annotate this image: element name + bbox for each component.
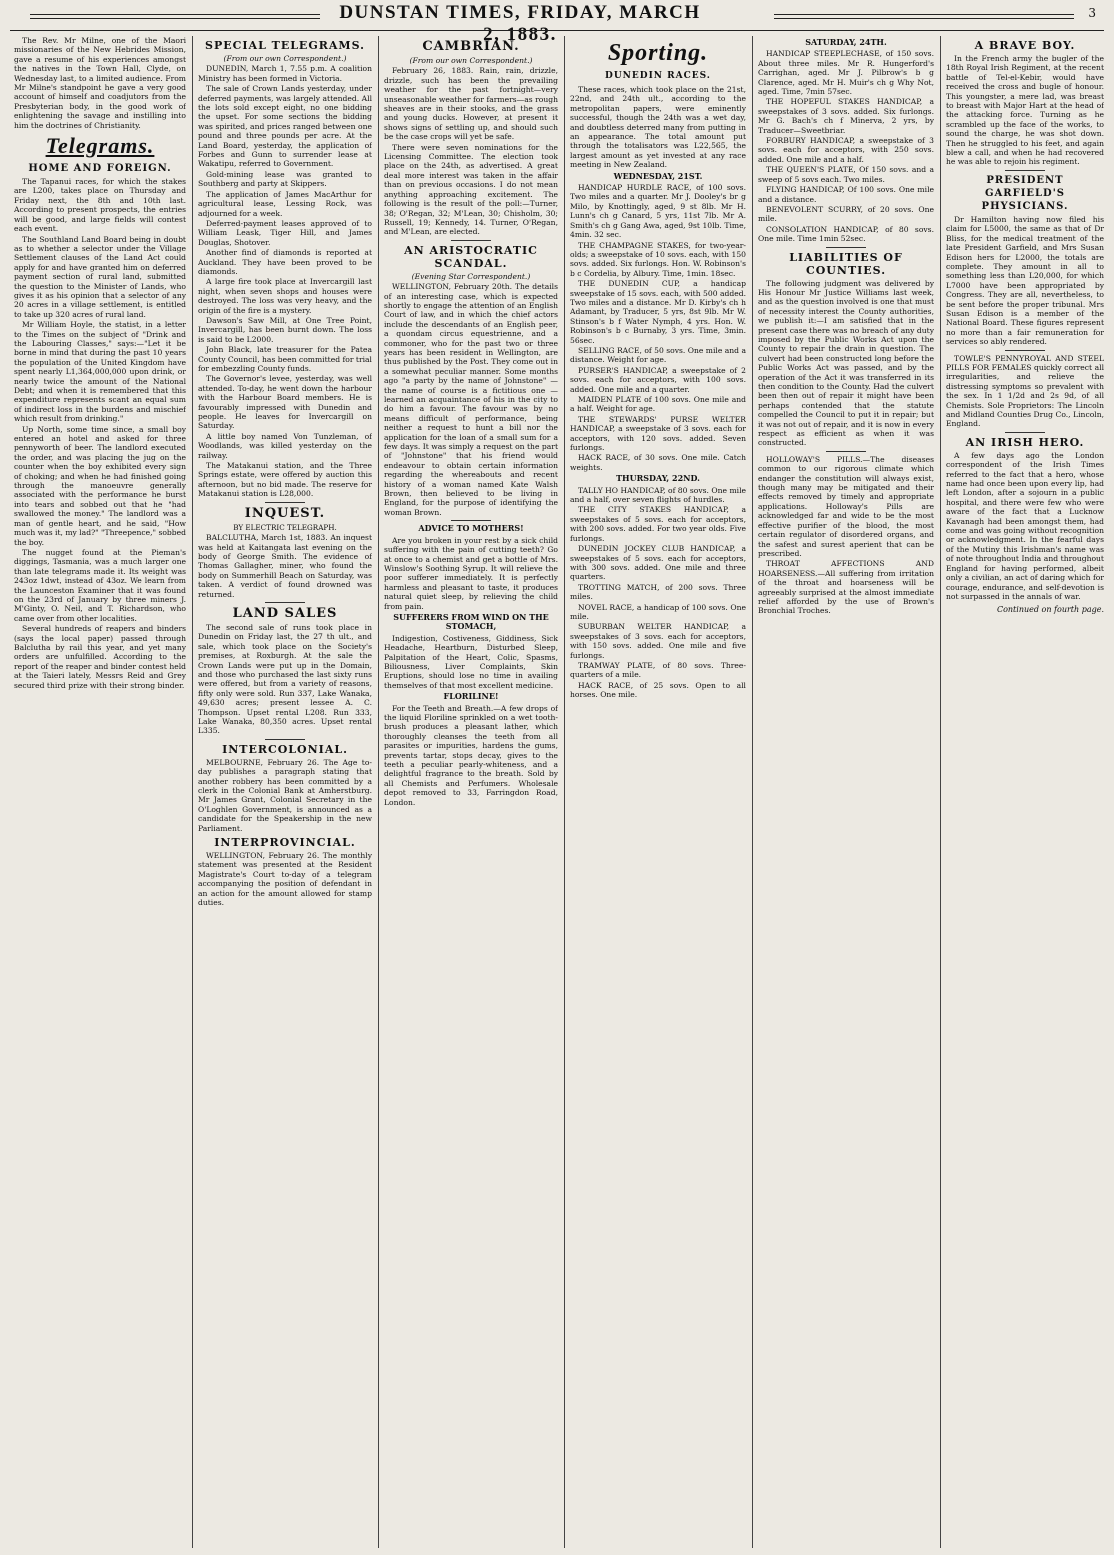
article-text: MELBOURNE, February 26. The Age to-day publishes a paragraph stating that another robbery has been committed by a clerk in the Colonial Bank at Amherstburg. Mr James Grant, Colonial Secretary in the O'Loghlen Government, is announced as a candidate for the Speakership in the new Parliament. [198,757,372,833]
advert-text: For the Teeth and Breath.—A few drops of the liquid Floriline sprinkled on a wet tooth-brush produces a pleasant lather, which thoroughly cleanses the teeth from all parasites or impurities, hardens the gums, prevents tartar, stops decay, gives to the teeth a peculiar pearly-whiteness, and a delightful fragrance to the breath. Sold by all Chemists and Perfumers. Wholesale depot removed to 33, Farringdon Road, London. [384,703,558,807]
column-5 [758,36,934,1548]
article-text: WELLINGTON, February 26. The monthly statement was presented at the Resident Magistrate's Court to-day of a telegram accompanying the position of defendant in an action for the amount allowed for stamp duties. [198,851,372,908]
section-heading-brave-boy: A BRAVE BOY. [974,39,1076,52]
advert-heading: ADVICE TO MOTHERS! [418,523,524,534]
article-text: Dawson's Saw Mill, at One Tree Point, Invercargill, has been burnt down. The loss is said to be L2000. [198,315,372,344]
masthead-rule [10,30,1104,31]
race-result: TROTTING MATCH, of 200 sovs. Three miles. [570,582,746,602]
article-text: A large fire took place at Invercargill last night, when seven shops and houses were destroyed. The loss was very heavy, and the origin of the fire is a mystery. [198,277,372,315]
article-text: WELLINGTON, February 20th. The details of an interesting case, which is expected shortly to engage the attention of an English Court of law, and in which the chief actors include the descendants of an English peer, a quondam circus equestrienne, and a commoner, who for the past two or three years has been resident in Wellington, are thus published by the Post. They come out in a somewhat peculiar manner. Some months ago "a party by the name of Johnstone" — the name of course is a fictitious one — learned an acquaintance of his in the city to do him a favour. The favour was by no means difficult of performance, being neither a request to hunt a bill nor the application for the loan of a small sum for a few days. It was simply a request on the part of "Johnstone" that his friend would endeavour to obtain certain information regarding the whereabouts and recent history of a woman named Kate Walsh Brown, then believed to be living in England, for the purpose of identifying the woman Brown. [384,282,558,517]
article-text: A little boy named Von Tunzleman, of Woodlands, was killed yesterday on the railway. [198,431,372,460]
divider [265,602,305,603]
race-result: THE CITY STAKES HANDICAP, a sweepstakes of 5 sovs. each for acceptors, with 200 sovs. added. For two year olds. Five furlongs. [570,505,746,543]
masthead-title: DUNSTAN TIMES, FRIDAY, MARCH 2, 1883. [339,2,701,45]
race-result: FORBURY HANDICAP, a sweepstake of 3 sovs. each for acceptors, with 250 sovs. added. One mile and a half. [758,136,934,164]
article-text: These races, which took place on the 21st, 22nd, and 24th ult., according to the metropolitan papers, were eminently successful, though the 24th was a wet day, and doubtless deterred many from putting in an appearance. The total amount put through the totalisators was L22,565, the largest amount as yet invested at any race meeting in New Zealand. [570,85,746,170]
column-divider [192,36,193,1548]
masthead-rule-right [774,14,1074,19]
section-heading-garfield: PRESIDENT GARFIELD'S PHYSICIANS. [981,174,1069,212]
section-heading-telegrams: Telegrams. [45,133,155,159]
race-result: THE CHAMPAGNE STAKES, for two-year-olds; a sweepstake of 10 sovs. each, with 150 sovs. added. Six furlongs. Hon. W. Robinson's b c Cordelia, by Albury. Time, 1min. 18sec. [570,240,746,278]
column-6 [946,36,1104,1548]
divider [1005,170,1045,171]
divider [265,739,305,740]
divider [1005,432,1045,433]
article-text: The second sale of runs took place in Dunedin on Friday last, the 27 th ult., and sale, which took place on the Society's premises, at Roxburgh. At the sale the Crown Lands were put up in the Domain, and those who purchased the last sixty runs were offered, but from a variety of reasons, fifty only were sold. Run 337, Lake Wanaka, 49,630 acres; present lessee A. C. Thompson. Upset rental L208. Run 333, Lake Wanaka, 80,350 acres. Upset rental L335. [198,622,372,736]
divider [826,247,866,248]
divider [826,451,866,452]
race-day-heading: THURSDAY, 22ND. [616,473,700,484]
race-result: HACK RACE, of 30 sovs. One mile. Catch weights. [570,453,746,472]
column-divider [940,36,941,1548]
race-result: TRAMWAY PLATE, of 80 sovs. Three-quarters of a mile. [570,660,746,680]
race-result: NOVEL RACE, a handicap of 100 sovs. One mile. [570,602,746,621]
race-result: CONSOLATION HANDICAP, of 80 sovs. One mile. Time 1min 52sec. [758,224,934,244]
article-text: The Governor's levee, yesterday, was well attended. To-day, he went down the harbour with the Harbour Board members. He is favourably impressed with Dunedin and people. He leaves for Invercargill on Saturday. [198,374,372,431]
section-heading-intercolonial: INTERCOLONIAL. [222,742,348,756]
article-text: A few days ago the London correspondent of the Irish Times referred to the fact that a hero, whose name had once been upon every lip, had left London, after a sojourn in a public hospital, and there were few who were aware of the fact that a Lucknow Kavanagh had been amongst them, had come and was going without recognition or acknowledgment. In the fearful days of the Mutiny this Irishman's name was of note throughout India and throughout England for having performed, albeit only a civilian, an act of daring which for courage, endurance, and self-devotion is not surpassed in the annals of war. [946,450,1104,601]
race-result: THE STEWARDS' PURSE WELTER HANDICAP, a sweepstake of 3 sovs. each for acceptors, with 120 sovs. added. Seven furlongs. [570,414,746,453]
race-result: HANDICAP STEEPLECHASE, of 150 sovs. About three miles. Mr R. Hungerford's Carrighan, aged. Mr J. Pilbrow's b g Clarence, aged. Mr H. Muir's ch g Why Not, aged. Time, 7min 57sec. [758,49,934,97]
article-text: In the French army the bugler of the 18th Royal Irish Regiment, at the recent battle of Tel-el-Kebir, would have received the cross and bugle of honour. This youngster, a mere lad, was breast to breast with Major Hart at the head of the attacking force. Turning as he scrambled up the face of the works, to sound the charge, he was shot down. Then he struggled to his feet, and again blew a call, and when he had recovered he was able to rejoin his regiment. [946,54,1104,167]
article-text: The Southland Land Board being in doubt as to whether a selector under the Village Settlement clauses of the Land Act could apply for and have granted him on deferred payment section of rural land, submitted the question to the Minister of Lands, who gives it as his opinion that a selector of any 20 acres in a village settlement, is entitled to take up 320 acres of rural land. [14,234,186,319]
divider [1005,350,1045,351]
column-divider [378,36,379,1548]
article-text: The sale of Crown Lands yesterday, under deferred payments, was largely attended. All the lots sold except eight, no one bidding the upset. For some sections the bidding was spirited, and prices ranged between one pound and three pounds per acre. At the Land Board, yesterday, the application of Forbes and Gunn to surrender lease at Wakatipu, referred to Government. [198,84,372,169]
divider [265,502,305,503]
column-divider [752,36,753,1548]
byline: BY ELECTRIC TELEGRAPH. [233,522,337,532]
race-result: TALLY HO HANDICAP, of 80 sovs. One mile and a half, over seven flights of hurdles. [570,485,746,505]
advert-text: Are you broken in your rest by a sick child suffering with the pain of cutting teeth? Go at once to a chemist and get a bottle of Mrs. Winslow's Soothing Syrup. It will relieve the poor sufferer immediately. It is perfectly harmless and pleasant to taste, it produces natural quiet sleep, by relieving the child from pain. [384,535,558,611]
section-heading-interprovincial: INTERPROVINCIAL. [214,836,356,850]
race-result: HANDICAP HURDLE RACE, of 100 sovs. Two miles and a quarter. Mr J. Dooley's br g Milo, by Knottingly, aged, 9 st 8lb. Mr H. Lunn's ch g Canard, 5 yrs, 11st 7lb. Mr A. Smith's ch g Gang Awa, aged, 9st 10lb. Time, 4min. 32 sec. [570,183,746,240]
article-text: Mr William Hoyle, the statist, in a letter to the Times on the subject of "Drink and the Labouring Classes," says:—"Let it be borne in mind that during the past 10 years the population of the United Kingdom have spent nearly L1,364,000,000 upon drink, or nearly twice the amount of the National Debt; and when it is remembered that this expenditure represents scant an equal sum of indirect loss in the burdens and mischief which result from drinking." [14,320,186,424]
race-result: THE QUEEN'S PLATE, Of 150 sovs. and a sweep of 5 sovs each. Two miles. [758,165,934,184]
section-heading-sporting: Sporting. [607,40,709,66]
race-day-heading: WEDNESDAY, 21ST. [613,170,703,181]
divider [451,240,491,241]
page-number: 3 [1088,6,1096,20]
article-text: Several hundreds of reapers and binders (says the local paper) passed through Balclutha by rail this year, and yet many orders are unfulfilled. According to the report of the reaper and binder contest held at the Taieri lately, Messrs Reid and Grey secured third prize with their strong binder. [14,624,186,690]
article-text: DUNEDIN, March 1, 7.55 p.m. A coalition Ministry has been formed in Victoria. [198,64,372,83]
race-result: SUBURBAN WELTER HANDICAP, a sweepstakes of 3 sovs. each for acceptors, with 150 sovs. added. One mile and five furlongs. [570,622,746,660]
section-heading-inquest: INQUEST. [244,505,326,521]
column-3 [384,36,558,1548]
advert-text: THROAT AFFECTIONS AND HOARSENESS.—All suffering from irritation of the throat and hoarseness will be agreeably surprised at the almost immediate relief afforded by the use of Brown's Bronchial Troches. [758,559,934,616]
divider [451,520,491,521]
section-heading-special-telegrams: SPECIAL TELEGRAMS. [205,39,365,52]
byline: (Evening Star Correspondent.) [411,271,531,281]
advert-heading: SUFFERERS FROM WIND ON THE STOMACH, [393,611,549,632]
article-text: John Black, late treasurer for the Patea County Council, has been committed for trial for embezzling County funds. [198,345,372,373]
column-1 [14,36,186,1548]
column-4 [570,36,746,1548]
advert-text: HOLLOWAY'S PILLS.—The diseases common to our rigorous climate which endanger the constitution will always exist, though many may be mitigated and their effects removed by timely and appropriate applications. Holloway's Pills are acknowledged far and wide to be the most effective purifier of the blood, the most certain regulator of disordered organs, and the safest and surest aperient that can be prescribed. [758,454,934,558]
advert-heading: FLORILINE! [443,691,499,702]
article-text: The following judgment was delivered by His Honour Mr Justice Williams last week, and as the question involved is one that must of necessity interest the County authorities, we publish it:—I am satisfied that in the present case there was no breach of any duty imposed by the Public Works Act upon the County to repair the drain in question. The culvert had been constructed long before the Public Works Act was passed, and by the operation of the Act it was transferred in its then condition to the County. Had the culvert been then out of repair it might have been perhaps contended that the statute compelled the Council to put it in repair; but it was not out of repair, and it is now in every respect as efficient as when it was constructed. [758,278,934,448]
byline: (From our own Correspondent.) [223,54,347,63]
continued-note: Continued on fourth page. [996,605,1104,615]
race-result: PURSER'S HANDICAP, a sweepstake of 2 sovs. each for acceptors, with 100 sovs. added. One mile and a quarter. [570,365,746,394]
article-text: BALCLUTHA, March 1st, 1883. An inquest was held at Kaitangata last evening on the body of George Smith. The evidence of Thomas Gallagher, miner, who found the body on Summerhill Beach on Saturday, was taken. A verdict of found drowned was returned. [198,533,372,599]
article-text: The nugget found at the Pieman's diggings, Tasmania, was a much larger one than late telegrams made it. Its weight was 243oz 1dwt, instead of 43oz. We learn from the Launceston Examiner that it was found on the 23rd of January by three miners J. M'Ginty, O. Neil, and T. Richardson, who came over from other localities. [14,547,186,623]
article-text: The Tapanui races, for which the stakes are L200, takes place on Thursday and Friday next, the 8th and 10th last. According to present prospects, the entries will be good, and large fields will contest each event. [14,177,186,234]
race-result: FLYING HANDICAP, Of 100 sovs. One mile and a distance. [758,185,934,204]
advert-text: TOWLE'S PENNYROYAL AND STEEL PILLS FOR FEMALES quickly correct all irregularities, and relieve the distressing symptoms so prevalent with the sex. In 1 1/2d and 2s 9d, of all Chemists. Sole Proprietors: The Lincoln and Midland Counties Drug Co., Lincoln, England. [946,353,1104,429]
masthead-rule-left [30,14,320,19]
article-text: The Rev. Mr Milne, one of the Maori missionaries of the New Hebrides Mission, gave a resume of his experiences amongst the natives in the Town Hall, Clyde, on Wednesday last, to a limited audience. From Mr Milne's standpoint he gave a very good account of himself and coadjutors from the Presbyterian body, in the good work of enlightening the savage and instilling into him the doctrines of Christianity. [14,36,186,130]
column-divider [564,36,565,1548]
race-result: BENEVOLENT SCURRY, of 20 sovs. One mile. [758,204,934,224]
article-text: February 26, 1883. Rain, rain, drizzle, drizzle, such has been the prevailing weather for the past fortnight—very unseasonable weather for farmers—as rough sheaves are in their stooks, and the grass and young ducks. However, at present it shows signs of settling up, and should such be the case crops will yet be safe. [384,66,558,142]
article-text: Another find of diamonds is reported at Auckland. They have been proved to be diamonds. [198,248,372,276]
section-heading-irish-hero: AN IRISH HERO. [965,435,1085,449]
section-heading-cambrian: CAMBRIAN. [422,39,520,54]
section-heading-liabilities: LIABILITIES OF COUNTIES. [789,250,903,277]
race-result: MAIDEN PLATE of 100 sovs. One mile and a half. Weight for age. [570,395,746,414]
article-text: Gold-mining lease was granted to Southberg and party at Skippers. [198,169,372,189]
article-text: The application of James MacArthur for agricultural lease, Lessing Rock, was adjourned for a week. [198,189,372,218]
race-result: DUNEDIN JOCKEY CLUB HANDICAP, a sweepstakes of 5 sovs. each for acceptors, with 300 sovs. added. One mile and three quarters. [570,544,746,582]
race-result: SELLING RACE, of 50 sovs. One mile and a distance. Weight for age. [570,345,746,365]
article-text: Dr Hamilton having now filed his claim for L5000, the same as that of Dr Bliss, for the medical treatment of the late President Garfield, and Mrs Susan Edison hers for L2000, the totals are complete. They amount in all to something less than L20,000, for which L7000 have been appropriated by Congress. They are all, nevertheless, to be sent before the proper tribunal. Mrs Susan Edison is a member of the National Board. These figures represent no more than a fair remuneration for services so ably rendered. [946,214,1104,347]
race-result: THE DUNEDIN CUP, a handicap sweepstake of 15 sovs. each, with 500 added. Two miles and a distance. Mr D. Kirby's ch h Adamant, by Traducer, 5 yrs, 8st 9lb. Mr W. Stinson's b f Water Nymph, 4 yrs. Hon. W. Robinson's b c Burnaby, 3 yrs. Time, 3min. 56sec. [570,279,746,345]
article-text: Up North, some time since, a small boy entered an hotel and asked for three pennyworth of beer. The landlord executed the order, and was placing the jug on the counter when the boy exhibited every sign of choking; and when he had finished going through the manoeuvre generally associated with the performance he burst into tears and sobbed out that he "had swallowed the money." The landlord was a man of gentle heart, and he said, "How much was it, my lad?" "Threepence," sobbed the boy. [14,424,186,547]
article-text: There were seven nominations for the Licensing Committee. The election took place on the 24th, as advertised. A great deal more interest was taken in the affair than on previous occasions. I do not mean anything approaching excitement. The following is the result of the poll:—Turner, 38; O'Regan, 32; M'Lean, 30; Chisholm, 30; Russell, 19; Kennedy, 14. Turner, O'Regan, and M'Lean, are elected. [384,142,558,237]
section-heading-scandal: AN ARISTOCRATIC SCANDAL. [404,243,538,270]
section-subheading: DUNEDIN RACES. [605,71,711,81]
byline: (From our own Correspondent.) [409,56,533,65]
article-text: The Matakanui station, and the Three Springs estate, were offered by auction this afternoon, but no bid made. The reserve for Matakanui station is L28,000. [198,461,372,499]
section-heading-land-sales: LAND SALES [232,605,338,621]
advert-text: Indigestion, Costiveness, Giddiness, Sick Headache, Heartburn, Disturbed Sleep, Palpitation of the Heart, Colic, Spasms, Biliousness, Liver Complaints, Skin Eruptions, should lose no time in availing themselves of that most excellent medicine. [384,633,558,690]
article-text: Deferred-payment leases approved of to William Leask, Tiger Hill, and James Douglas, Shotover. [198,218,372,247]
race-result: HACK RACE, of 25 sovs. Open to all horses. One mile. [570,680,746,700]
race-result: THE HOPEFUL STAKES HANDICAP, a sweepstakes of 3 sovs. added. Six furlongs. Mr G. Bach's ch f Minerva, 2 yrs, by Traducer—Sweetbriar. [758,97,934,135]
race-day-heading: SATURDAY, 24TH. [805,37,887,47]
section-subheading: HOME AND FOREIGN. [28,163,172,175]
column-2 [198,36,372,1548]
